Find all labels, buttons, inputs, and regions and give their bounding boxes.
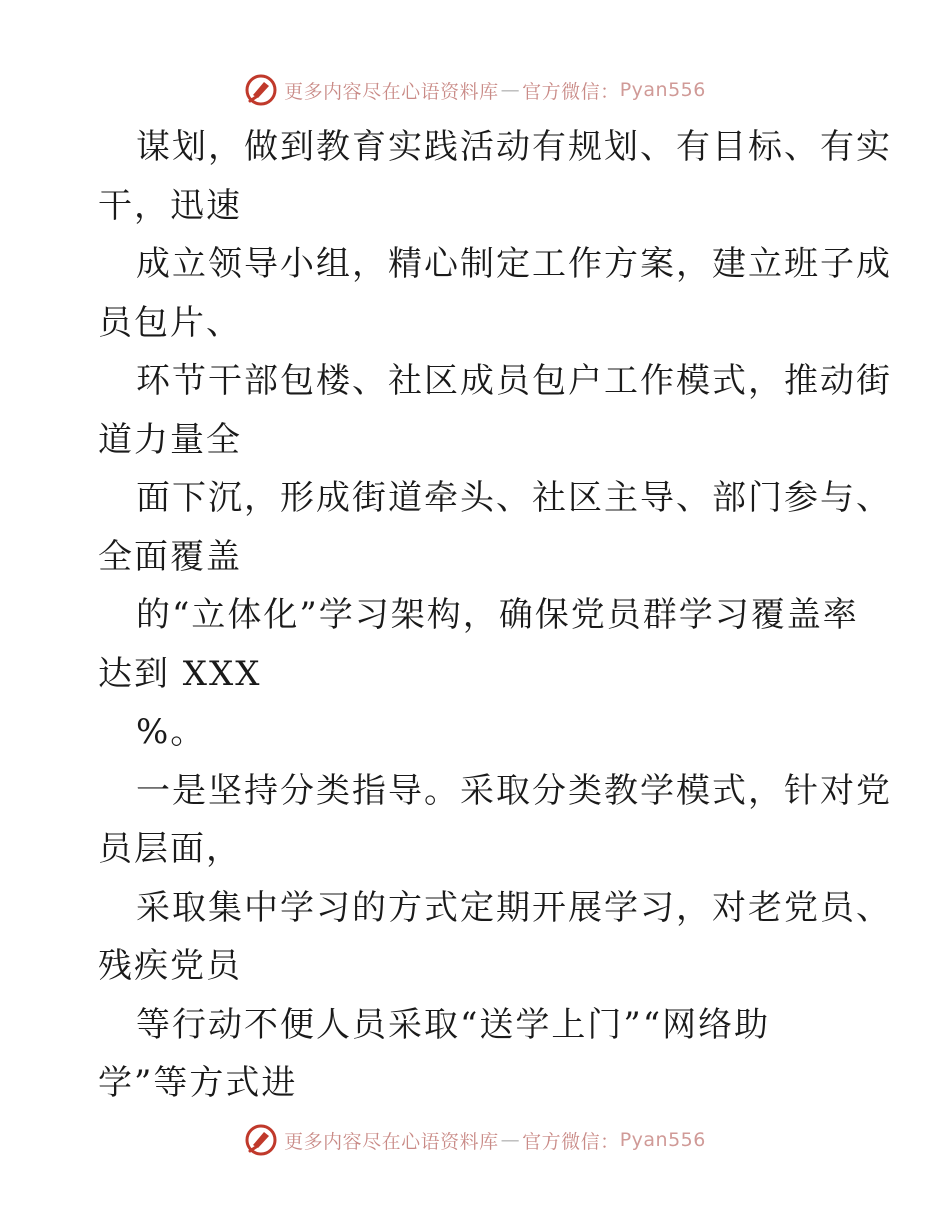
watermark-label: 官方微信： bbox=[522, 1130, 620, 1153]
watermark-id: Pyan556 bbox=[619, 1129, 706, 1151]
brand-logo-icon bbox=[244, 73, 278, 107]
body-line: 残疾党员 bbox=[98, 946, 242, 986]
body-line: 环节干部包楼、社区成员包户工作模式，推动街 bbox=[136, 361, 892, 401]
watermark-label: 官方微信： bbox=[522, 80, 620, 103]
body-line: 的“立体化”学习架构，确保党员群学习覆盖率 bbox=[136, 595, 859, 635]
body-line: 采取集中学习的方式定期开展学习，对老党员、 bbox=[136, 887, 892, 928]
body-line: 成立领导小组，精心制定工作方案，建立班子成 bbox=[136, 244, 892, 284]
footer-watermark bbox=[0, 1120, 950, 1160]
document-body bbox=[98, 118, 892, 1113]
body-line: 一是坚持分类指导。采取分类教学模式，针对党 bbox=[136, 770, 892, 811]
brand-logo-icon bbox=[244, 1123, 278, 1157]
watermark-dash: — bbox=[500, 1129, 521, 1151]
watermark-text: 更多内容尽在心语资料库 bbox=[284, 1130, 499, 1153]
body-line: 面下沉，形成街道牵头、社区主导、部门参与、 bbox=[136, 478, 892, 518]
body-line: 全面覆盖 bbox=[98, 536, 242, 577]
body-line: 干，迅速 bbox=[98, 185, 242, 226]
watermark-id: Pyan556 bbox=[619, 79, 706, 101]
header-watermark bbox=[0, 70, 950, 110]
body-line: 谋划，做到教育实践活动有规划、有目标、有实 bbox=[136, 127, 892, 167]
watermark-dash: — bbox=[500, 79, 521, 101]
body-line: 达到 XXX bbox=[98, 653, 262, 694]
body-line: 员包片、 bbox=[98, 302, 242, 343]
body-line: 道力量全 bbox=[98, 419, 242, 460]
body-line: 等行动不便人员采取“送学上门”“网络助 bbox=[136, 1004, 771, 1045]
body-line: 员层面， bbox=[98, 829, 242, 869]
body-line: %。 bbox=[136, 712, 207, 752]
watermark-text: 更多内容尽在心语资料库 bbox=[284, 80, 499, 103]
body-line: 学”等方式进 bbox=[98, 1063, 298, 1103]
